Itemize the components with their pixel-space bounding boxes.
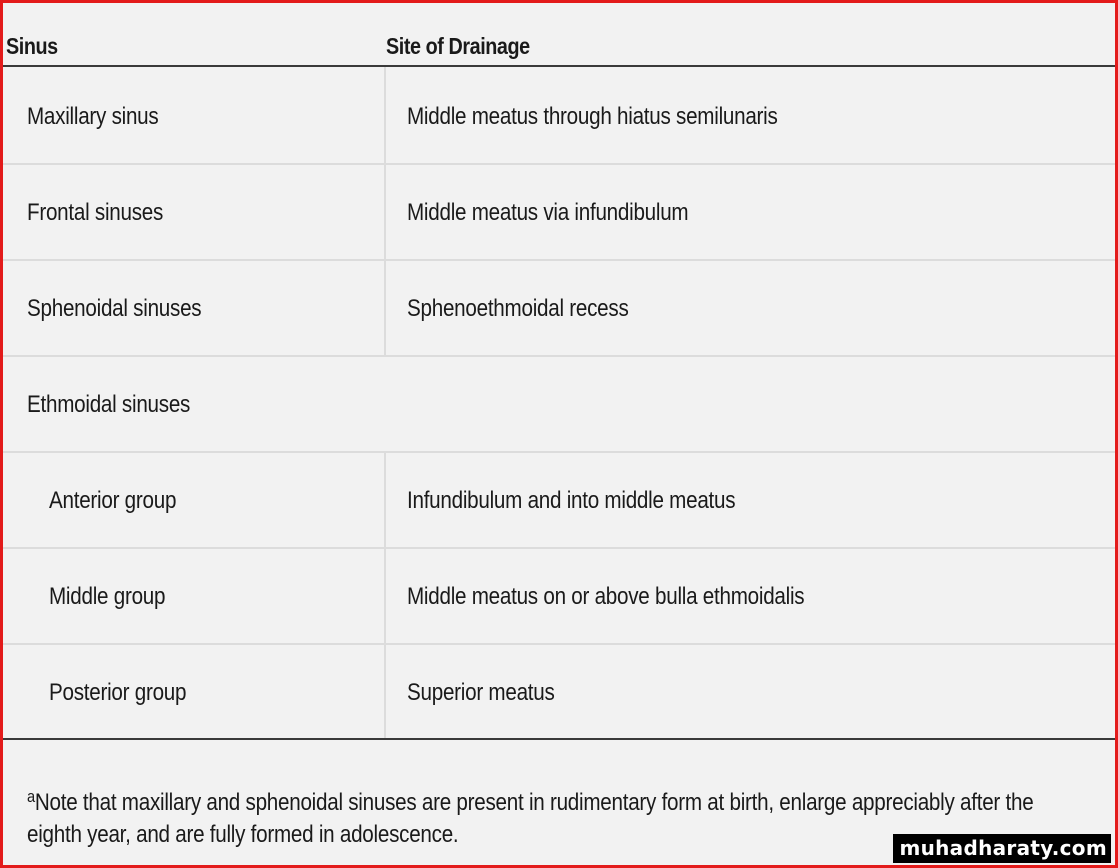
- sinus-cell: Frontal sinuses: [27, 199, 164, 226]
- footnote-marker: a: [27, 787, 35, 806]
- column-divider: [384, 163, 386, 259]
- column-divider: [384, 67, 386, 163]
- table-bottom-rule: [3, 738, 1115, 740]
- drainage-cell: Sphenoethmoidal recess: [407, 295, 629, 322]
- header-site-of-drainage: Site of Drainage: [386, 33, 530, 59]
- sinus-cell: Maxillary sinus: [27, 103, 159, 130]
- sinus-cell: Posterior group: [49, 679, 187, 706]
- table-row: [3, 163, 1115, 261]
- column-divider: [384, 259, 386, 355]
- table-row: [3, 547, 1115, 645]
- table-row: [3, 67, 1115, 165]
- drainage-cell: Middle meatus through hiatus semilunaris: [407, 103, 778, 130]
- header-sinus: Sinus: [6, 33, 58, 59]
- sinus-cell: Ethmoidal sinuses: [27, 391, 191, 418]
- drainage-cell: Infundibulum and into middle meatus: [407, 487, 736, 514]
- table-row: [3, 355, 1115, 453]
- drainage-cell: Middle meatus via infundibulum: [407, 199, 689, 226]
- column-divider: [384, 643, 386, 739]
- table-row: [3, 643, 1115, 739]
- drainage-cell: Middle meatus on or above bulla ethmoidalis: [407, 583, 805, 610]
- sinus-cell: Middle group: [49, 583, 166, 610]
- watermark: muhadharaty.com: [893, 834, 1111, 863]
- sinus-cell: Sphenoidal sinuses: [27, 295, 202, 322]
- drainage-cell: Superior meatus: [407, 679, 555, 706]
- table-header: [3, 3, 1115, 67]
- table-row: [3, 451, 1115, 549]
- footnote-text: Note that maxillary and sphenoidal sinuses are present in rudimentary form at birth, enlarge appreciably after the eighth year, and are fully formed in adolescence.: [27, 789, 1034, 848]
- column-divider: [384, 547, 386, 643]
- sinus-cell: Anterior group: [49, 487, 177, 514]
- column-divider: [384, 451, 386, 547]
- table-row: [3, 259, 1115, 357]
